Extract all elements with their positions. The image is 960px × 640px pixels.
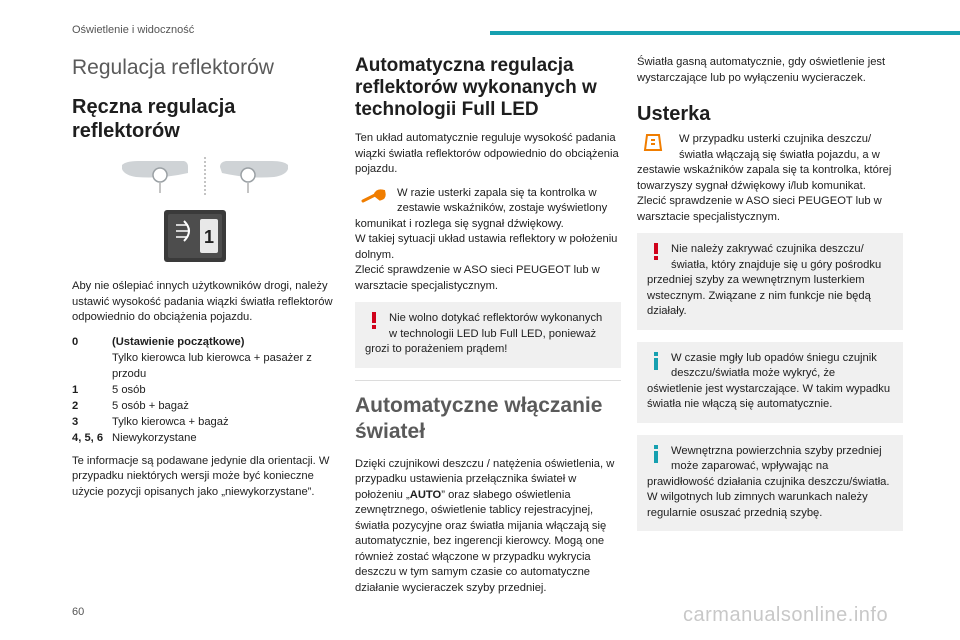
list-item: 0 (Ustawienie początkowe)	[72, 335, 245, 348]
exclamation-icon	[647, 243, 665, 261]
info-box: W czasie mgły lub opadów śniegu czujnik deszczu/światła może wykryć, że oświetlenie jest wystarczające. W takim wypadku światła nie włączą się automatycznie.	[637, 342, 903, 423]
car-high-icon	[220, 161, 288, 193]
watermark: carmanualsonline.info	[683, 604, 889, 626]
service-text: Zlecić sprawdzenie w ASO sieci PEUGEOT lub w warsztacie specjalistycznym.	[637, 195, 882, 223]
fault-text-2: W takiej sytuacji układ ustawia reflektory w położeniu dolnym.	[355, 233, 618, 261]
header-accent-bar	[490, 31, 960, 35]
section-divider	[355, 380, 621, 381]
auto-leveling-title: Automatyczna regulacja reflektorów wykonanych w technologii Full LED	[355, 55, 597, 120]
list-item: 4, 5, 6 Niewykorzystane	[72, 431, 197, 444]
headlamp-adjuster-figure	[72, 155, 338, 267]
info-icon	[647, 352, 665, 370]
auto-off-text: Światła gasną automatycznie, gdy oświetlenie jest wystarczające lub po wyłączeniu wycieraczek.	[637, 56, 886, 84]
warning-box: Nie wolno dotykać reflektorów wykonanych w technologii LED lub Full LED, ponieważ grozi to porażeniem prądem!	[355, 302, 621, 368]
info-box: Wewnętrzna powierzchnia szyby przedniej może zaparować, wpływając na prawidłowość działania czujnika deszczu/światła. W wilgotnych lub zimnych warunkach należy regularnie osuszać przednią szybę.	[637, 435, 903, 532]
auto-lights-text: Dzięki czujnikowi deszczu / natężenia oświetlenia, w przypadku ustawienia przełącznika świateł w położeniu „AUTO” oraz słabego oświetlenia zewnętrznego, oświetlenie tablicy rejestracyjnej, światła pozycyjne oraz światła mijania włączają się automatycznie, bez ingerencji kierowcy. Mogą one również zostać włączone w przypadku wykrycia deszczu w tym samym czasie co automatyczne działanie wycieraczek szyby przedniej.	[355, 457, 615, 594]
positions-list	[72, 334, 338, 446]
page-number: 60	[72, 606, 85, 618]
wrench-warning-icon	[355, 186, 391, 208]
orientation-note: Te informacje są podawane jedynie dla orientacji. W przypadku niektórych wersji może być konieczne użycie pozycji opisanych jako „niewykorzystane”.	[72, 454, 330, 498]
exclamation-icon	[365, 312, 383, 330]
column-2	[355, 55, 621, 604]
warning-box: Nie należy zakrywać czujnika deszczu/światła, który znajduje się u góry pośrodku przedniej szyby za wewnętrznym lusterkiem wstecznym. Związane z nim funkcje nie będą działały.	[637, 233, 903, 330]
service-text: Zlecić sprawdzenie w ASO sieci PEUGEOT lub w warsztacie specjalistycznym.	[355, 264, 600, 292]
fault-text: W przypadku usterki czujnika deszczu/światła włączają się światła pojazdu, a w zestawie wskaźników zapala się ta kontrolka, której towarzyszy sygnał dźwiękowy i/lub komunikat.	[637, 133, 892, 192]
column-1	[72, 55, 338, 508]
svg-text:1: 1	[204, 227, 215, 247]
list-item: 2 5 osób + bagaż	[72, 399, 189, 412]
section-title: Regulacja reflektorów	[72, 56, 274, 79]
subsection-title: Ręczna regulacja reflektorów	[72, 96, 236, 142]
adjuster-wheel-icon	[164, 210, 226, 262]
info-icon	[647, 445, 665, 463]
auto-leveling-text: Ten układ automatycznie reguluje wysokość padania wiązki światła reflektorów odpowiednio do obciążenia pojazdu.	[355, 132, 619, 175]
list-item-sub: Tylko kierowca lub kierowca + pasażer z przodu	[112, 351, 312, 380]
section-header: Oświetlenie i widoczność	[72, 24, 195, 36]
list-item: 1 5 osób	[72, 383, 146, 396]
list-item: 3 Tylko kierowca + bagaż	[72, 415, 229, 428]
fault-text: W razie usterki zapala się ta kontrolka w zestawie wskaźników, zostaje wyświetlony komunikat i rozlega się sygnał dźwiękowy.	[355, 186, 608, 230]
fault-title: Usterka	[637, 103, 711, 125]
headlamp-adjuster-illustration	[72, 155, 338, 267]
auto-lights-title: Automatyczne włączanie świateł	[355, 393, 603, 443]
intro-text: Aby nie oślepiać innych użytkowników drogi, należy ustawić wysokość padania wiązki światła reflektorów odpowiednio do obciążenia pojazdu.	[72, 280, 333, 323]
car-low-icon	[122, 161, 188, 193]
sensor-warning-lamp-icon	[637, 132, 673, 154]
column-3	[637, 55, 903, 543]
